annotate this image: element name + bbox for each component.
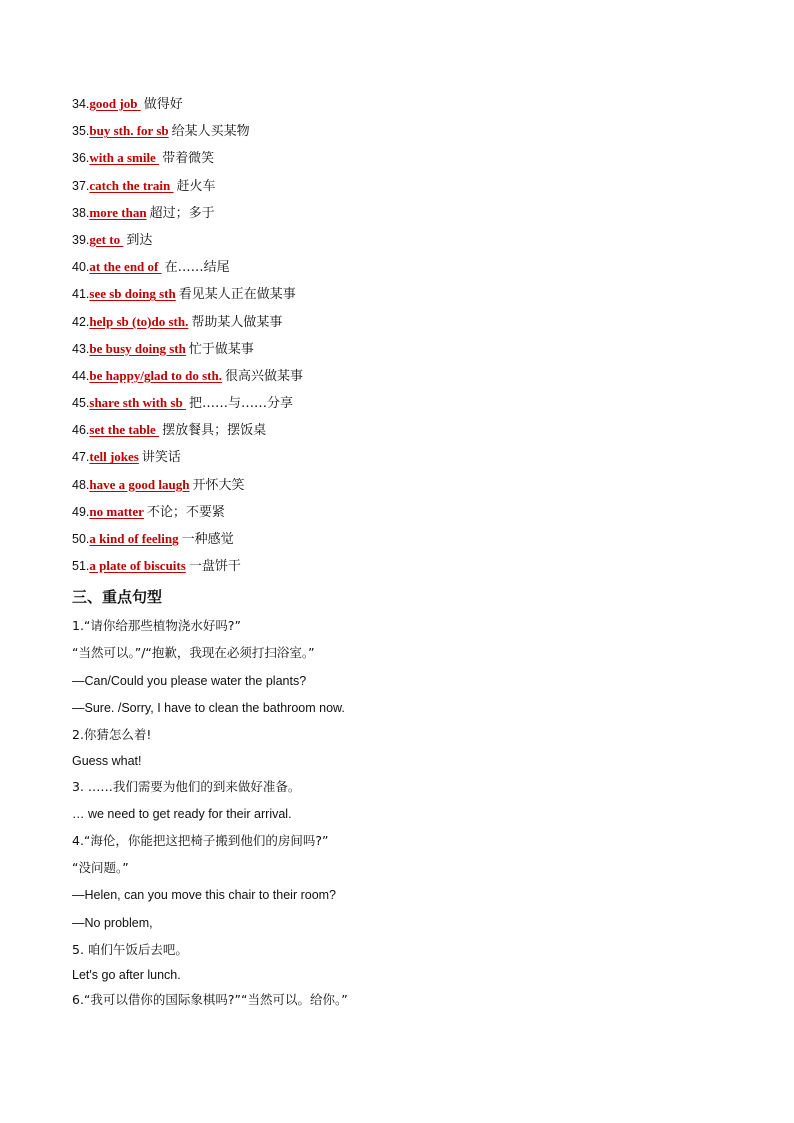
phrase-english: buy sth. for sb bbox=[89, 123, 169, 139]
phrase-number: 42. bbox=[72, 314, 90, 329]
phrase-chinese: 帮助某人做某事 bbox=[191, 314, 283, 330]
phrase-chinese: 摆放餐具；摆饭桌 bbox=[162, 423, 267, 439]
sentence-chinese: “没问题。” bbox=[72, 860, 129, 875]
sentence-english: … we need to get ready for their arrival. bbox=[72, 807, 292, 821]
phrase-number: 43. bbox=[72, 341, 90, 356]
phrase-chinese: 讲笑话 bbox=[141, 450, 181, 466]
sentence-english: —Can/Could you please water the plants? bbox=[72, 674, 307, 688]
phrase-english: have a good laugh bbox=[89, 476, 190, 492]
phrase-english: a plate of biscuits bbox=[89, 558, 186, 574]
phrase-english: with a smile bbox=[89, 150, 160, 166]
phrase-number: 49. bbox=[72, 504, 90, 519]
phrase-item bbox=[72, 392, 732, 419]
phrase-chinese: 到达 bbox=[126, 232, 153, 248]
sentence-chinese: 5. 咱们午饭后去吧。 bbox=[72, 942, 188, 957]
phrase-chinese: 把……与……分享 bbox=[188, 396, 293, 412]
sentence-chinese: 2.你猜怎么着! bbox=[72, 727, 152, 742]
phrase-item bbox=[72, 501, 732, 528]
phrase-chinese: 看见某人正在做某事 bbox=[178, 287, 296, 303]
sentence-chinese: 6.“我可以借你的国际象棋吗?”“当然可以。给你。” bbox=[72, 992, 348, 1007]
phrase-chinese: 开怀大笑 bbox=[192, 477, 245, 493]
phrase-english: no matter bbox=[89, 503, 144, 519]
phrase-number: 38. bbox=[72, 205, 90, 220]
sentence-english: Guess what! bbox=[72, 754, 142, 768]
phrase-english: more than bbox=[89, 204, 147, 220]
phrase-english: set the table bbox=[89, 422, 160, 438]
phrase-number: 41. bbox=[72, 287, 90, 302]
sentence-english: —No problem, bbox=[72, 916, 153, 930]
phrase-number: 37. bbox=[72, 178, 90, 193]
sentence-chinese: 3. ……我们需要为他们的到来做好准备。 bbox=[72, 779, 301, 794]
sentence-chinese: “当然可以。”/“抱歉，我现在必须打扫浴室。” bbox=[72, 645, 315, 660]
phrase-item bbox=[72, 202, 732, 229]
phrase-number: 35. bbox=[72, 124, 90, 139]
sentence-chinese: 4.“海伦，你能把这把椅子搬到他们的房间吗?” bbox=[72, 833, 329, 848]
sentence-chinese: 1.“请你给那些植物浇水好吗?” bbox=[72, 618, 242, 633]
phrase-item bbox=[72, 283, 732, 310]
phrase-chinese: 一盘饼干 bbox=[188, 559, 241, 575]
phrase-chinese: 给某人买某物 bbox=[171, 124, 250, 140]
phrase-item bbox=[72, 120, 732, 147]
phrase-chinese: 超过；多于 bbox=[149, 205, 215, 221]
phrase-item bbox=[72, 528, 732, 555]
phrase-number: 51. bbox=[72, 559, 90, 574]
sentence-english: —Helen, can you move this chair to their room? bbox=[72, 888, 337, 902]
phrase-item bbox=[72, 175, 732, 202]
phrase-number: 50. bbox=[72, 532, 90, 546]
phrase-item bbox=[72, 256, 732, 283]
phrase-chinese: 在……结尾 bbox=[164, 260, 230, 276]
phrase-chinese: 一种感觉 bbox=[181, 532, 234, 547]
phrase-number: 40. bbox=[72, 260, 90, 275]
phrase-number: 36. bbox=[72, 151, 90, 166]
phrase-item bbox=[72, 555, 732, 582]
phrase-english: be happy/glad to do sth. bbox=[89, 367, 222, 383]
phrase-number: 48. bbox=[72, 477, 90, 492]
section-heading: 三、重点句型 bbox=[72, 588, 163, 606]
phrase-english: be busy doing sth bbox=[89, 340, 186, 356]
phrase-number: 46. bbox=[72, 423, 90, 438]
phrase-english: help sb (to)do sth. bbox=[89, 313, 189, 329]
phrase-english: a kind of feeling bbox=[89, 531, 179, 546]
phrase-item bbox=[72, 338, 732, 365]
phrase-english: get to bbox=[89, 231, 124, 247]
phrase-number: 39. bbox=[72, 232, 90, 247]
phrase-chinese: 赶火车 bbox=[176, 178, 216, 194]
phrase-number: 47. bbox=[72, 450, 90, 465]
phrase-item bbox=[72, 93, 732, 120]
phrase-number: 34. bbox=[72, 97, 90, 111]
phrase-item bbox=[72, 365, 732, 392]
phrase-chinese: 做得好 bbox=[143, 97, 183, 112]
phrase-chinese: 很高兴做某事 bbox=[224, 368, 303, 384]
phrase-item bbox=[72, 446, 732, 473]
phrase-english: good job bbox=[89, 96, 141, 111]
sentence-english: —Sure. /Sorry, I have to clean the bathroom now. bbox=[72, 701, 345, 715]
phrase-english: see sb doing sth bbox=[89, 286, 176, 302]
phrase-number: 44. bbox=[72, 368, 90, 383]
phrase-english: tell jokes bbox=[89, 449, 139, 465]
sentence-english: Let's go after lunch. bbox=[72, 968, 181, 982]
phrase-number: 45. bbox=[72, 396, 90, 411]
phrase-english: catch the train bbox=[89, 177, 174, 193]
phrase-english: share sth with sb bbox=[89, 395, 186, 411]
phrase-list bbox=[72, 93, 732, 582]
phrase-chinese: 不论；不要紧 bbox=[146, 504, 225, 520]
phrase-english: at the end of bbox=[89, 259, 162, 275]
phrase-item bbox=[72, 311, 732, 338]
phrase-chinese: 忙于做某事 bbox=[188, 341, 254, 357]
phrase-item bbox=[72, 419, 732, 446]
phrase-item bbox=[72, 147, 732, 174]
phrase-item bbox=[72, 474, 732, 501]
phrase-item bbox=[72, 229, 732, 256]
phrase-chinese: 带着微笑 bbox=[162, 151, 215, 167]
